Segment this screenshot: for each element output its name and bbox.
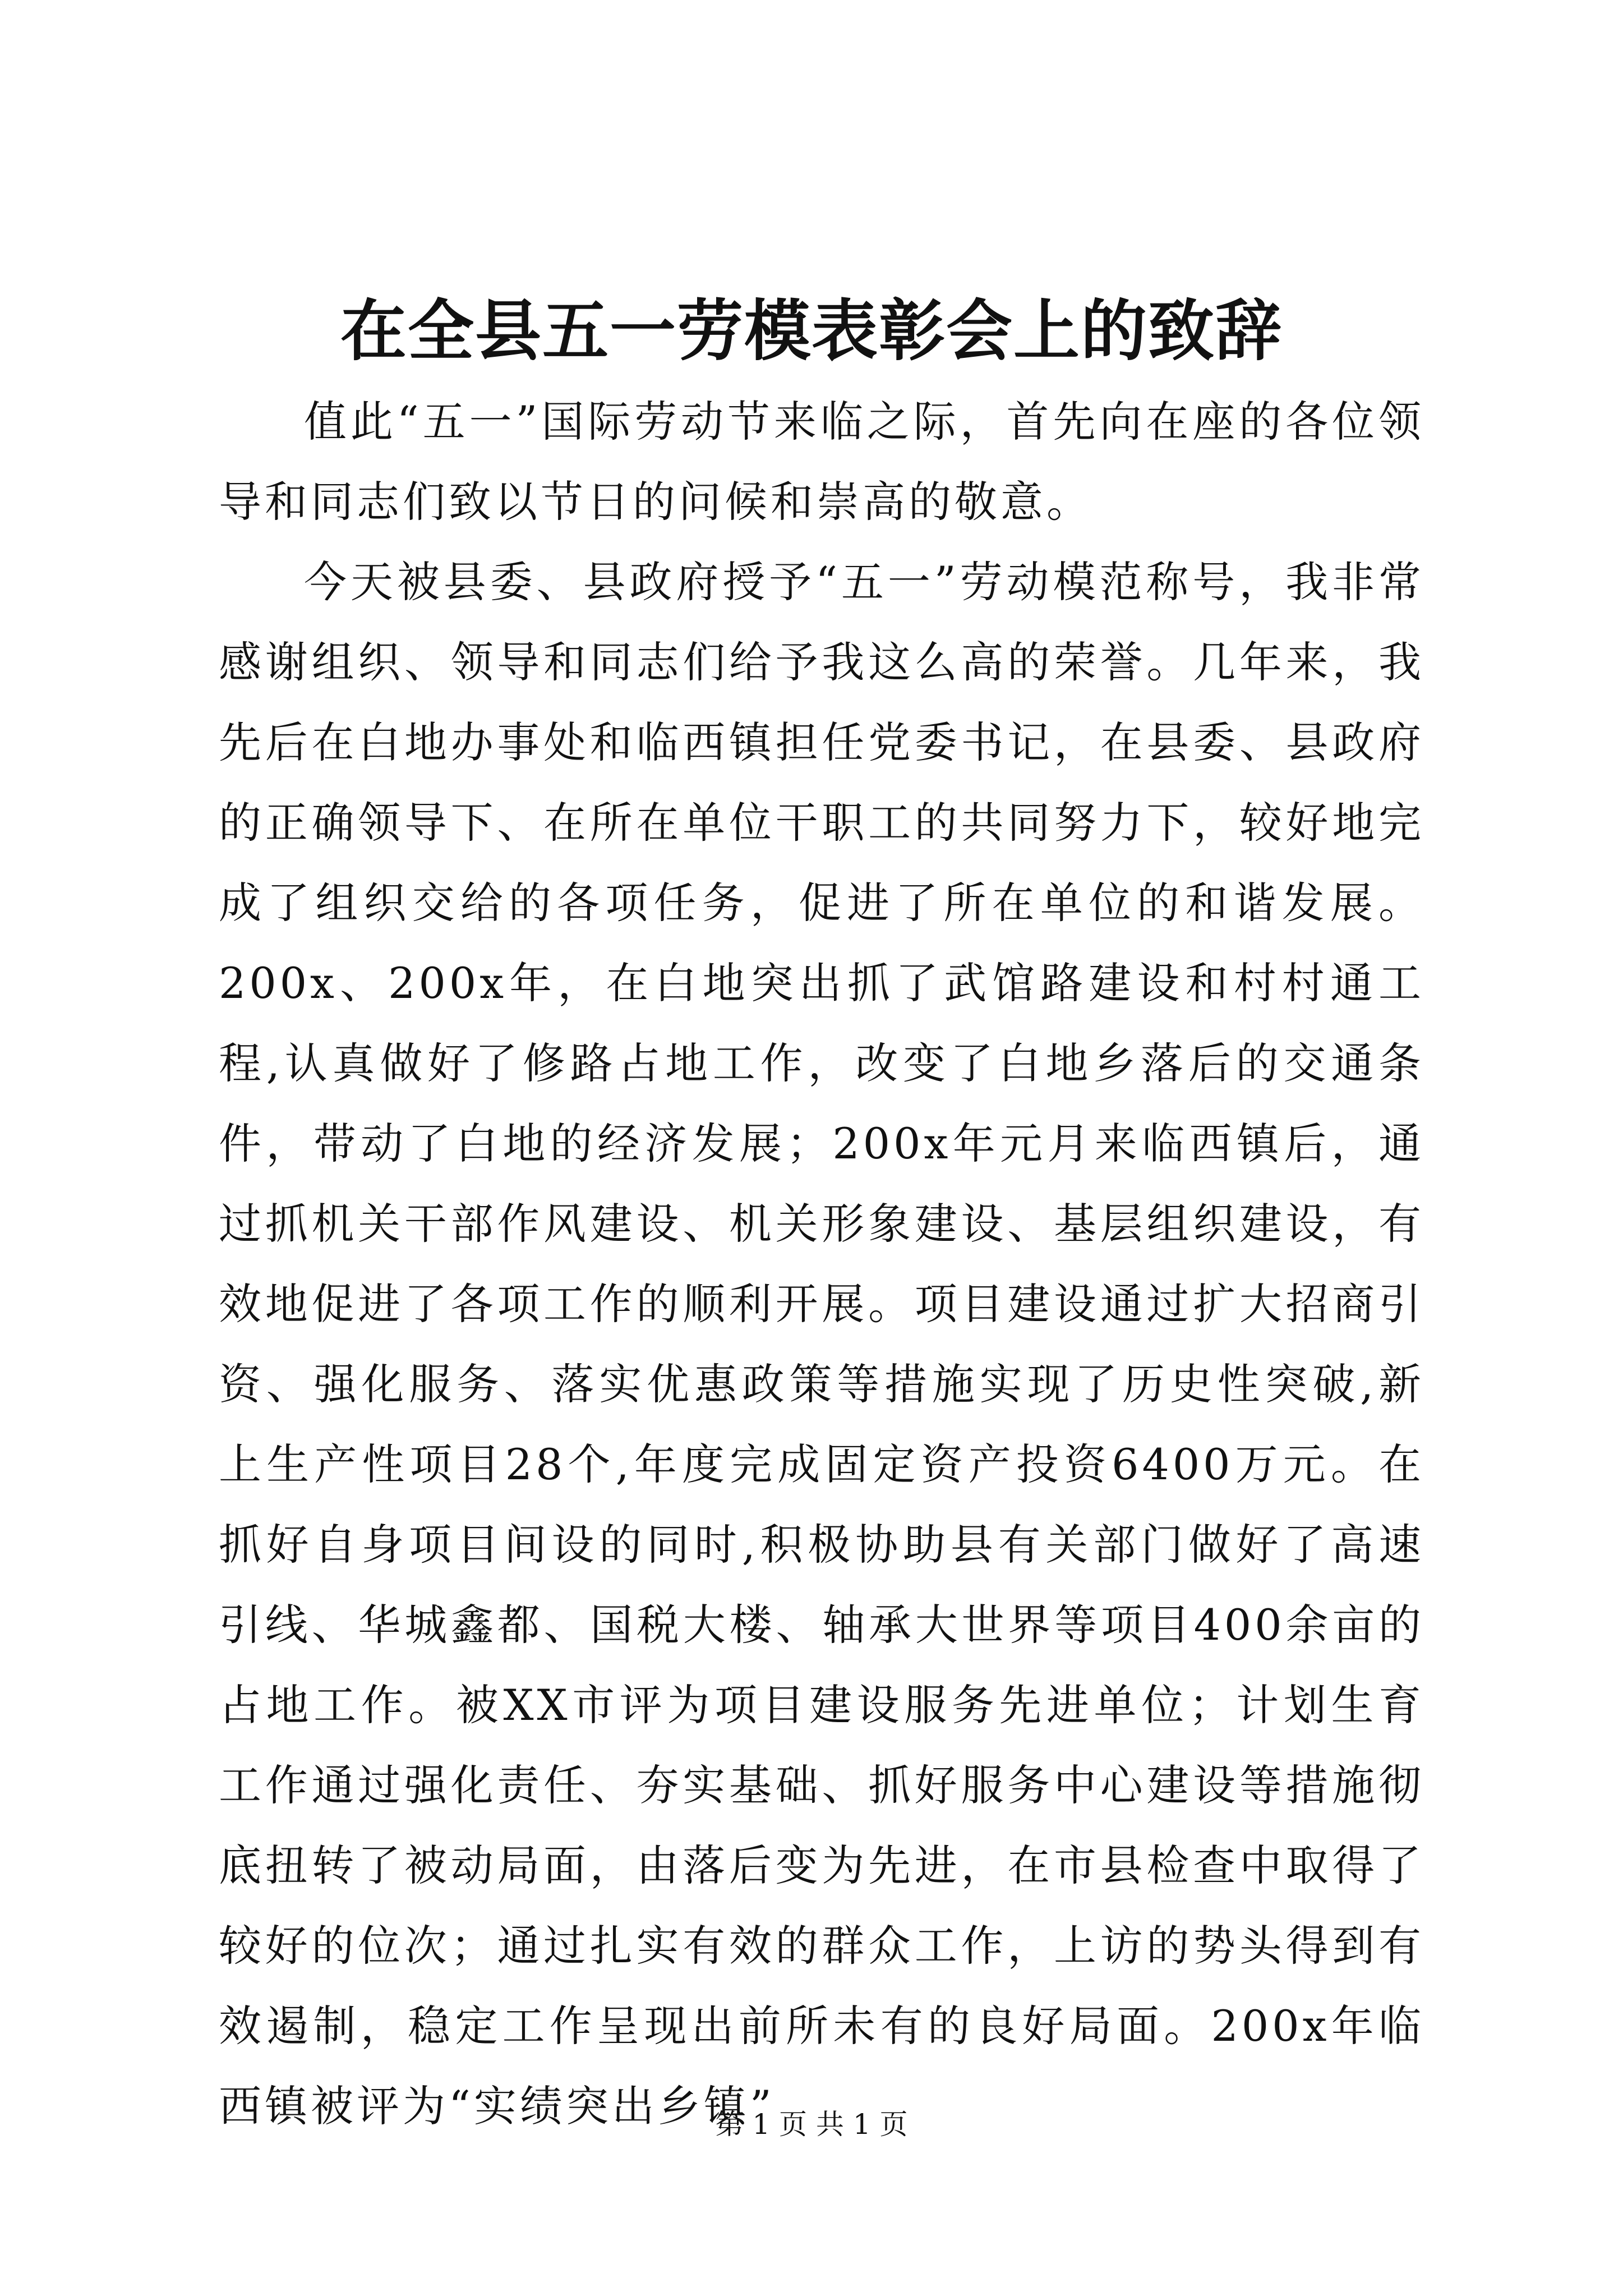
paragraph-greeting: 值此“五一”国际劳动节来临之际，首先向在座的各位领导和同志们致以节日的问候和崇高的敬意。 xyxy=(219,397,1424,527)
paragraph-main: 今天被县委、县政府授予“五一”劳动模范称号，我非常感谢组织、领导和同志们给予我这么高的荣誉。几年来，我先后在白地办事处和临西镇担任党委书记，在县委、县政府的正确领导下、在所在单位干职工的共同努力下，较好地完成了组织交给的各项任务，促进了所在单位的和谐发展。200x、200x年，在白地突出抓了武馆路建设和村村通工程,认真做好了修路占地工作，改变了白地乡落后的交通条件，带动了白地的经济发展；200x年元月来临西镇后，通过抓机关干部作风建设、机关形象建设、基层组织建设，有效地促进了各项工作的顺利开展。项目建设通过扩大招商引资、强化服务、落实优惠政策等措施实现了历史性突破,新上生产性项目28个,年度完成固定资产投资6400万元。在抓好自身项目间设的同时,积极协助县有关部门做好了高速引线、华城鑫都、国税大楼、轴承大世界等项目400余亩的占地工作。被XX市评为项目建设服务先进单位；计划生育工作通过强化责任、夯实基础、抓好服务中心建设等措施彻底扭转了被动局面，由落后变为先进，在市县检查中取得了较好的位次；通过扎实有效的群众工作，上访的势头得到有效遏制，稳定工作呈现出前所未有的良好局面。200x年临西镇被评为“实绩突出乡镇” xyxy=(219,557,1424,2131)
page-footer: 第 1 页 共 1 页 xyxy=(715,2108,908,2141)
document-body xyxy=(219,381,1424,2146)
document-title: 在全县五一劳模表彰会上的致辞 xyxy=(340,292,1283,370)
